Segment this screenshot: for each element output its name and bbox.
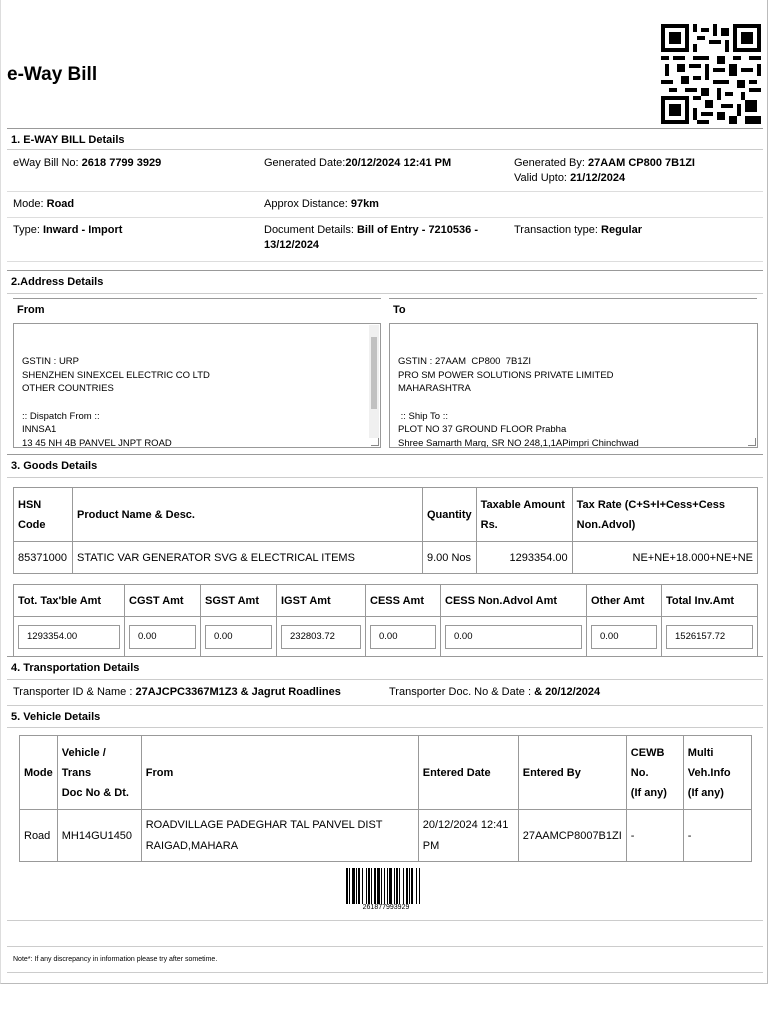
address-line: SHENZHEN SINEXCEL ELECTRIC CO LTD: [22, 369, 210, 381]
totals-cell: [662, 617, 758, 657]
totals-cell: [201, 617, 277, 657]
goods-hsn: 85371000: [14, 542, 73, 574]
barcode-number: 261877993929: [362, 904, 410, 911]
goods-header-hsn: HSN Code: [14, 488, 73, 542]
total-invoice-field[interactable]: 1526157.72: [666, 625, 753, 649]
vehicle-table: [19, 735, 752, 862]
totals-header-total-taxable: Tot. Tax'ble Amt: [14, 585, 125, 617]
section-transport-heading: 4. Transportation Details: [7, 656, 763, 680]
approx-distance: Approx Distance: 97km: [264, 198, 379, 210]
table-row: [20, 810, 752, 862]
totals-cell: [277, 617, 366, 657]
transporter-id: Transporter ID & Name : 27AJCPC3367M1Z3 & Jagrut Roadlines: [13, 686, 341, 698]
generated-by: Generated By: 27AAM CP800 7B1ZI: [514, 157, 695, 169]
vehicle-header-mode: Mode: [20, 736, 58, 810]
goods-header-taxable: Taxable Amount Rs.: [476, 488, 572, 542]
section-goods-heading: 3. Goods Details: [7, 454, 763, 478]
vehicle-header-from: From: [141, 736, 418, 810]
page-title: e-Way Bill: [7, 64, 98, 85]
transport-row: [7, 680, 763, 706]
totals-header-cgst: CGST Amt: [125, 585, 201, 617]
vehicle-header-multi: Multi Veh.Info (If any): [683, 736, 751, 810]
vehicle-from: ROADVILLAGE PADEGHAR TAL PANVEL DIST RAIGAD,MAHARA: [141, 810, 418, 862]
vehicle-number: MH14GU1450: [57, 810, 141, 862]
ewb-row-3: [7, 218, 763, 262]
address-line: PLOT NO 37 GROUND FLOOR Prabha: [398, 424, 567, 436]
address-line: GSTIN : URP: [22, 356, 80, 368]
to-address-textarea[interactable]: [389, 323, 758, 448]
from-scrollbar[interactable]: [369, 325, 379, 438]
totals-cell: [441, 617, 587, 657]
section-ewb-details-heading: 1. E-WAY BILL Details: [7, 128, 763, 150]
discrepancy-note: Note*: If any discrepancy in information please try after sometime.: [13, 956, 218, 963]
transaction-type: Transaction type: Regular: [514, 224, 642, 236]
vehicle-cewb: -: [626, 810, 683, 862]
address-line: INNSA1: [22, 424, 57, 436]
totals-header-sgst: SGST Amt: [201, 585, 277, 617]
type: Type: Inward - Import: [13, 224, 123, 236]
vehicle-mode: Road: [20, 810, 58, 862]
address-line: GSTIN : 27AAM CP800 7B1ZI: [398, 356, 532, 368]
from-label: From: [17, 304, 45, 316]
address-line: [398, 396, 749, 410]
to-label: To: [393, 304, 406, 316]
ewb-row-1: [7, 150, 763, 192]
mode: Mode: Road: [13, 198, 75, 210]
address-line: Shree Samarth Marg, SR NO 248,1,1APimpri Chinchwad: [398, 437, 639, 448]
section-address-heading: 2.Address Details: [7, 270, 763, 294]
totals-header-cess-nonadvol: CESS Non.Advol Amt: [441, 585, 587, 617]
totals-cell: [366, 617, 441, 657]
totals-header-total-invoice: Total Inv.Amt: [662, 585, 758, 617]
igst-field[interactable]: 232803.72: [281, 625, 361, 649]
resize-handle[interactable]: [371, 438, 379, 446]
barcode: [346, 868, 426, 904]
address-line: PRO SM POWER SOLUTIONS PRIVATE LIMITED: [398, 369, 614, 381]
document-details: Document Details: Bill of Entry - 7210536 - 13/12/2024: [264, 224, 478, 251]
vehicle-entered-date: 20/12/2024 12:41 PM: [418, 810, 518, 862]
goods-product: STATIC VAR GENERATOR SVG & ELECTRICAL ITEMS: [73, 542, 423, 574]
vehicle-header-cewb: CEWB No. (If any): [626, 736, 683, 810]
section-vehicle-heading: 5. Vehicle Details: [7, 706, 763, 728]
vehicle-multi: -: [683, 810, 751, 862]
cess-field[interactable]: 0.00: [370, 625, 436, 649]
totals-cell: [14, 617, 125, 657]
vehicle-header-entered-date: Entered Date: [418, 736, 518, 810]
address-line: [22, 396, 364, 410]
ewb-number: eWay Bill No: 2618 7799 3929: [13, 157, 162, 169]
sgst-field[interactable]: 0.00: [205, 625, 272, 649]
table-row: [14, 542, 758, 574]
goods-header-quantity: Quantity: [423, 488, 477, 542]
address-line: MAHARASHTRA: [398, 383, 471, 395]
resize-handle[interactable]: [748, 438, 756, 446]
address-line: :: Dispatch From ::: [22, 410, 100, 422]
totals-cell: [125, 617, 201, 657]
totals-header-cess: CESS Amt: [366, 585, 441, 617]
address-line: 13 45 NH 4B PANVEL JNPT ROAD: [22, 437, 172, 448]
address-line: OTHER COUNTRIES: [22, 383, 114, 395]
goods-rate: NE+NE+18.000+NE+NE: [572, 542, 757, 574]
vehicle-entered-by: 27AAMCP8007B1ZI: [518, 810, 626, 862]
goods-header-product: Product Name & Desc.: [73, 488, 423, 542]
totals-cell: [587, 617, 662, 657]
valid-upto: Valid Upto: 21/12/2024: [514, 172, 626, 184]
vehicle-header-vehicle: Vehicle / Trans Doc No & Dt.: [57, 736, 141, 810]
cgst-field[interactable]: 0.00: [129, 625, 196, 649]
goods-header-taxrate: Tax Rate (C+S+I+Cess+Cess Non.Advol): [572, 488, 757, 542]
totals-table: [13, 584, 758, 657]
generated-date: Generated Date:20/12/2024 12:41 PM: [264, 157, 452, 169]
goods-taxable: 1293354.00: [476, 542, 572, 574]
from-address-textarea[interactable]: [13, 323, 381, 448]
vehicle-header-entered-by: Entered By: [518, 736, 626, 810]
address-line: :: Ship To ::: [398, 410, 448, 422]
ewb-row-2: [7, 192, 763, 218]
goods-table: [13, 487, 758, 574]
qr-code: [658, 24, 764, 124]
goods-qty: 9.00 Nos: [423, 542, 477, 574]
totals-header-other: Other Amt: [587, 585, 662, 617]
transporter-doc: Transporter Doc. No & Date : & 20/12/2024: [389, 686, 601, 698]
totals-header-igst: IGST Amt: [277, 585, 366, 617]
total-taxable-field[interactable]: 1293354.00: [18, 625, 120, 649]
cess-nonadvol-field[interactable]: 0.00: [445, 625, 582, 649]
other-field[interactable]: 0.00: [591, 625, 657, 649]
